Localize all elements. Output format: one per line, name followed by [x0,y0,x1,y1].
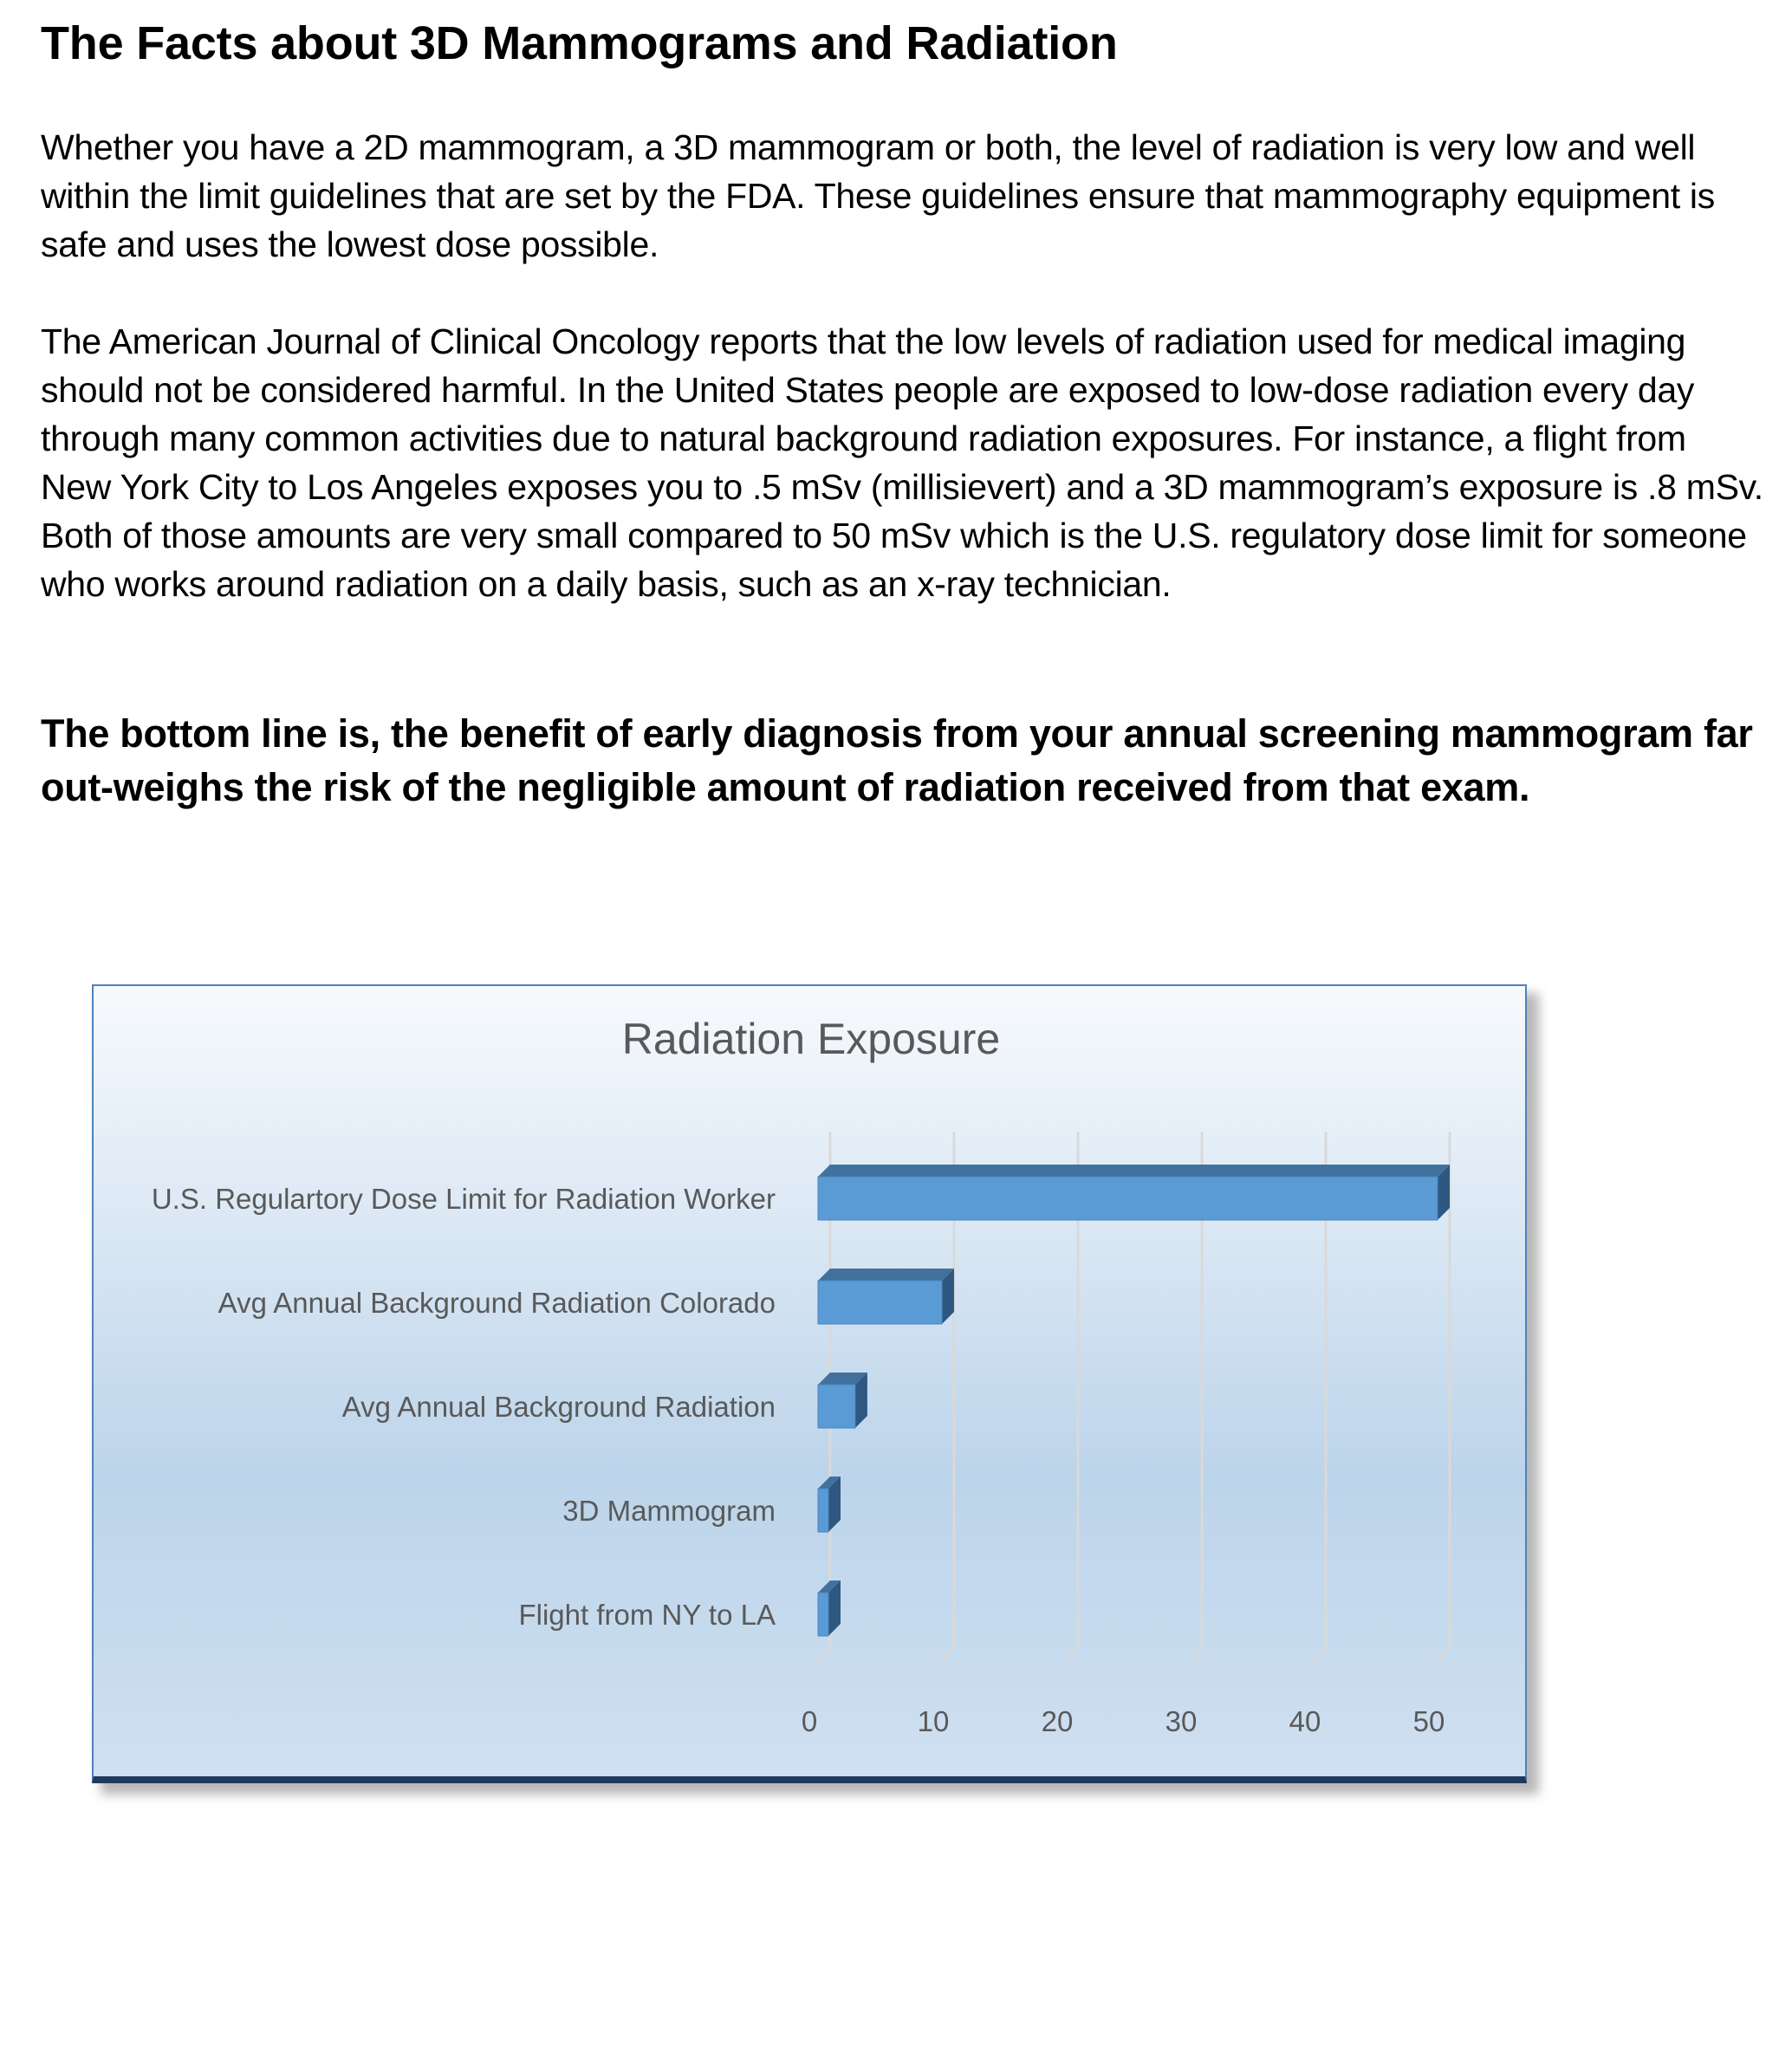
gridline-floor-40 [1314,1648,1326,1660]
bar-front-face-1 [818,1177,1438,1220]
bar-5 [818,1580,841,1636]
bar-front-face-4 [818,1489,828,1532]
paragraph-oncology-report: The American Journal of Clinical Oncology reports that the low levels of radiation used for medical imaging should not be considered harmful. In the United States people are exposed to low-dose radiation every day through many common activities due to natural background radiation exposures. For instance, a flight from New York City to Los Angeles exposes you to .5 mSv (millisievert) and a 3D mammogram’s exposure is .8 mSv. Both of those amounts are very small compared to 50 mSv which is the U.S. regulatory dose limit for someone who works around radiation on a daily basis, such as an x-ray technician. [41,321,1763,604]
chart-title: Radiation Exposure [621,1015,1001,1063]
x-tick-label-0: 0 [801,1705,818,1737]
x-tick-label-50: 50 [1412,1705,1445,1737]
bar-front-face-2 [818,1281,942,1324]
bottom-line-statement: The bottom line is, the benefit of early diagnosis from your annual screening mammogram far out-weighs the risk of the negligible amount of radiation received from that exam. [41,711,1753,809]
x-tick-label-20: 20 [1041,1705,1074,1737]
gridline-floor-20 [1066,1648,1078,1660]
gridline-floor-0 [818,1648,830,1660]
category-label-3: Avg Annual Background Radiation [341,1391,776,1423]
chart-svg [92,984,1530,1786]
category-label-5: Flight from NY to LA [518,1599,776,1631]
gridline-floor-50 [1438,1648,1450,1660]
chart-x-ticks [802,1705,1445,1737]
category-label-1: U.S. Regulartory Dose Limit for Radiation Worker [151,1183,776,1215]
bar-4 [818,1477,841,1532]
paragraph-radiation-levels: Whether you have a 2D mammogram, a 3D mammogram or both, the level of radiation is very low and well within the limit guidelines that are set by the FDA. These guidelines ensure that mammography equipment is safe and uses the lowest dose possible. [41,127,1715,264]
bar-3 [818,1373,867,1428]
bar-1 [818,1165,1450,1220]
x-tick-label-30: 30 [1165,1705,1198,1737]
category-label-4: 3D Mammogram [562,1495,776,1527]
bar-top-face-1 [818,1165,1450,1177]
document-title: The Facts about 3D Mammograms and Radiation [41,17,1118,69]
bar-2 [818,1269,954,1324]
bar-front-face-5 [818,1593,828,1636]
gridline-floor-10 [942,1648,954,1660]
x-tick-label-10: 10 [917,1705,950,1737]
category-label-2: Avg Annual Background Radiation Colorado [218,1287,776,1319]
gridline-floor-30 [1190,1648,1202,1660]
chart-bars [818,1165,1450,1636]
chart-category-labels [152,1183,776,1631]
radiation-exposure-chart [92,984,1530,1786]
bar-top-face-2 [818,1269,954,1281]
x-tick-label-40: 40 [1289,1705,1321,1737]
bar-front-face-3 [818,1385,855,1428]
